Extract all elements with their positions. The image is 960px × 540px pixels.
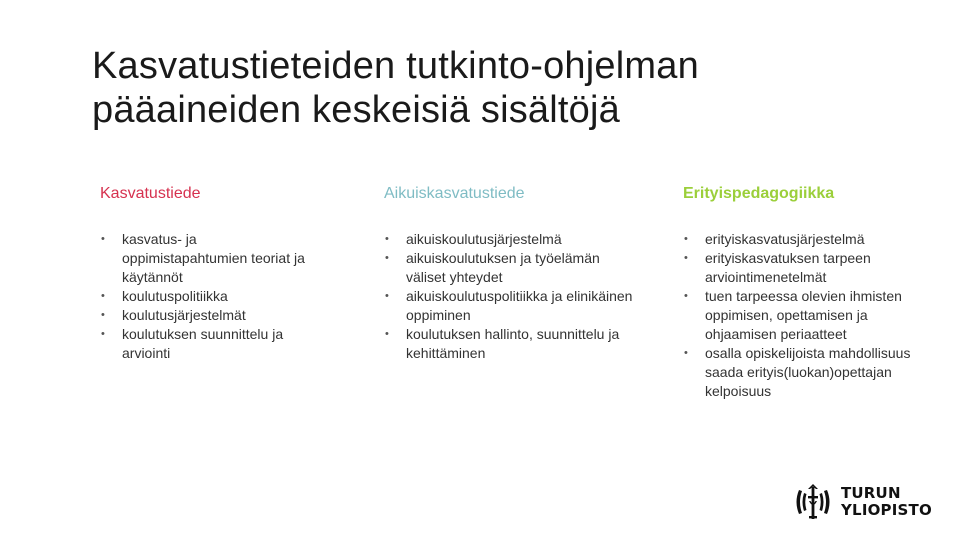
list-item-text: kasvatus- ja oppimistapahtumien teoriat ja käytännöt — [122, 231, 305, 285]
list-item — [100, 287, 322, 306]
column-heading: Erityispedagogiikka — [683, 185, 835, 202]
column-erityispedagogiikka — [683, 184, 913, 401]
column-aikuiskasvatustiede — [384, 184, 634, 363]
bullet-icon: • — [684, 233, 688, 245]
bullet-icon: • — [684, 290, 688, 302]
list-item — [384, 287, 634, 325]
bullet-icon: • — [101, 290, 105, 302]
logo-text-line-2: YLIOPISTO — [841, 501, 932, 519]
list-item-text: aikuiskoulutuspolitiikka ja elinikäinen oppiminen — [406, 288, 633, 323]
list-item-text: osalla opiskelijoista mahdollisuus saada erityis(luokan)opettajan kelpoisuus — [705, 345, 911, 399]
column-heading: Kasvatustiede — [100, 185, 201, 202]
column-heading: Aikuiskasvatustiede — [384, 185, 525, 202]
bullet-icon: • — [101, 309, 105, 321]
content-list — [100, 230, 350, 363]
slide-title-line-1: Kasvatustieteiden tutkinto-ohjelman — [92, 45, 699, 87]
list-item — [683, 249, 913, 287]
bullet-icon: • — [684, 347, 688, 359]
slide-title-line-2: pääaineiden keskeisiä sisältöjä — [92, 89, 620, 131]
bullet-icon: • — [385, 233, 389, 245]
bullet-icon: • — [385, 252, 389, 264]
list-item — [683, 344, 913, 401]
content-list — [683, 230, 913, 401]
university-emblem-icon — [793, 482, 833, 522]
university-name — [841, 485, 932, 519]
logo-text-line-1: TURUN — [841, 484, 901, 502]
list-item — [384, 249, 634, 287]
bullet-icon: • — [101, 233, 105, 245]
list-item — [384, 230, 634, 249]
list-item — [100, 306, 322, 325]
list-item-text: koulutusjärjestelmät — [122, 307, 246, 323]
list-item — [100, 325, 322, 363]
list-item — [683, 230, 913, 249]
bullet-icon: • — [101, 328, 105, 340]
list-item-text: koulutuksen hallinto, suunnittelu ja kehittäminen — [406, 326, 620, 361]
content-list — [384, 230, 634, 363]
list-item-text: aikuiskoulutuksen ja työelämän väliset yhteydet — [406, 250, 600, 285]
slide-title — [92, 44, 912, 132]
list-item-text: koulutuspolitiikka — [122, 288, 228, 304]
list-item-text: erityiskasvatusjärjestelmä — [705, 231, 865, 247]
list-item — [683, 287, 913, 344]
list-item-text: tuen tarpeessa olevien ihmisten oppimisen, opettamisen ja ohjaamisen periaatteet — [705, 288, 902, 342]
bullet-icon: • — [684, 252, 688, 264]
list-item — [100, 230, 322, 287]
column-kasvatustiede — [100, 184, 350, 363]
list-item-text: koulutuksen suunnittelu ja arviointi — [122, 326, 284, 361]
list-item-text: aikuiskoulutusjärjestelmä — [406, 231, 562, 247]
bullet-icon: • — [385, 328, 389, 340]
bullet-icon: • — [385, 290, 389, 302]
list-item-text: erityiskasvatuksen tarpeen arviointimenetelmät — [705, 250, 871, 285]
list-item — [384, 325, 634, 363]
university-logo — [793, 482, 943, 522]
